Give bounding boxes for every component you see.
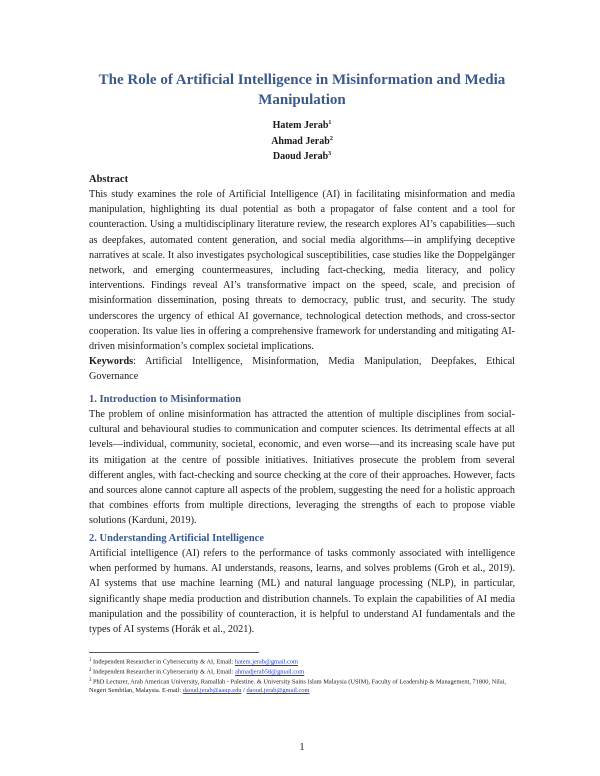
email-link[interactable]: daoud.jerab@aaup.edu	[182, 687, 242, 695]
author-name: Ahmad Jerab$^2$	[271, 135, 333, 147]
section-heading: 1. Introduction to Misinformation	[89, 394, 242, 405]
keywords-label: Keywords	[89, 356, 134, 367]
section-body: The problem of online misinformation has attracted the attention of multiple disciplines from social-cultural and behavioural studies to communication and computer sciences. Its detrimental effects at all levels—individual, community, societal, economic, and even worse—and its increasing scale have put its mitigation at the centre of possible initiatives. Initiatives prosecute the problem from several different angles, with fact-checking and source checking at the core of their approaches. However, facts and sources alone cannot capture all aspects of the problem, suggesting the need for a holistic approach that combines efforts from multiple directions, leveraging the strengths of each to propose viable solutions (Karduni, 2019).	[89, 409, 515, 527]
email-link[interactable]: hatem.jerab@gmail.com	[234, 658, 299, 666]
keywords	[89, 354, 515, 384]
author-list	[89, 117, 515, 164]
footnote-marker: 3	[328, 151, 332, 157]
author-name: Hatem Jerab$^1$	[272, 120, 332, 131]
footnote: $^1$ Independent Researcher in Cybersecurity & AI, Email: hatem.jerab@gmail.com	[89, 658, 299, 666]
keywords-list: : Artificial Intelligence, Misinformation, Media Manipulation, Deepfakes, Ethical Governance	[89, 356, 515, 383]
author-name: Daoud Jerab$^3$	[272, 151, 332, 162]
footnote-marker: 2	[329, 135, 333, 142]
footnote-divider	[89, 652, 259, 653]
abstract-heading: Abstract	[89, 174, 129, 185]
page-number: 1	[299, 742, 305, 753]
email-link[interactable]: daoud.jerab@gmail.com	[246, 687, 310, 695]
section-heading: 2. Understanding Artificial Intelligence	[89, 533, 264, 544]
footnote-marker: 1	[328, 120, 332, 126]
footnote: $^3$ PhD Lecturer, Arab American University, Ramallah - Palestine. & University Sains Islam Malaysia (USIM), Faculty of Leadership & Management, 71800, Nilai, Negeri Sembilan, Malaysia. E-mail: daoud.jerab@aaup.edu / daoud.jerab@gmail.com	[89, 678, 507, 695]
section-body: Artificial intelligence (AI) refers to the performance of tasks commonly associated with intelligence when performed by humans. AI understands, reasons, learns, and solves problems (Groh et al., 2019). AI systems that use machine learning (ML) and natural language processing (NLP), in particular, significantly shape media production and distribution channels. To explain the capabilities of AI media manipulation and the possibility of counteraction, it is helpful to understand AI fundamentals and the types of AI systems (Horák et al., 2021).	[89, 548, 515, 636]
paper-title: The Role of Artificial Intelligence in Misinformation and Media Manipulation	[98, 72, 506, 108]
footnotes	[89, 657, 515, 696]
abstract-text: This study examines the role of Artificial Intelligence (AI) in facilitating misinformation and media manipulation, highlighting its dual potential as both a propagator of false content and a tool for counteraction. Using a multidisciplinary literature review, the research explores AI’s capabilities—such as deepfakes, automated content generation, and social media algorithms—in amplifying deceptive narratives at scale. It also investigates psychological susceptibilities, case studies like the Doppelgänger network, and emerging countermeasures, including fact-checking, media literacy, and policy interventions. Findings reveal AI’s transformative impact on the speed, scale, and precision of misinformation dissemination, posing threats to democracy, public trust, and security. The study underscores the urgency of ethical AI governance, technological detection methods, and cross-sector cooperation. Its value lies in offering a comprehensive framework for understanding and mitigating AI-driven misinformation’s complex societal implications.	[89, 189, 515, 353]
email-link[interactable]: ahmadjerab58@gmail.com	[234, 668, 305, 676]
footnote: $^2$ Independent Researcher in Cybersecurity & AI, Email: ahmadjerab58@gmail.com	[89, 668, 305, 676]
